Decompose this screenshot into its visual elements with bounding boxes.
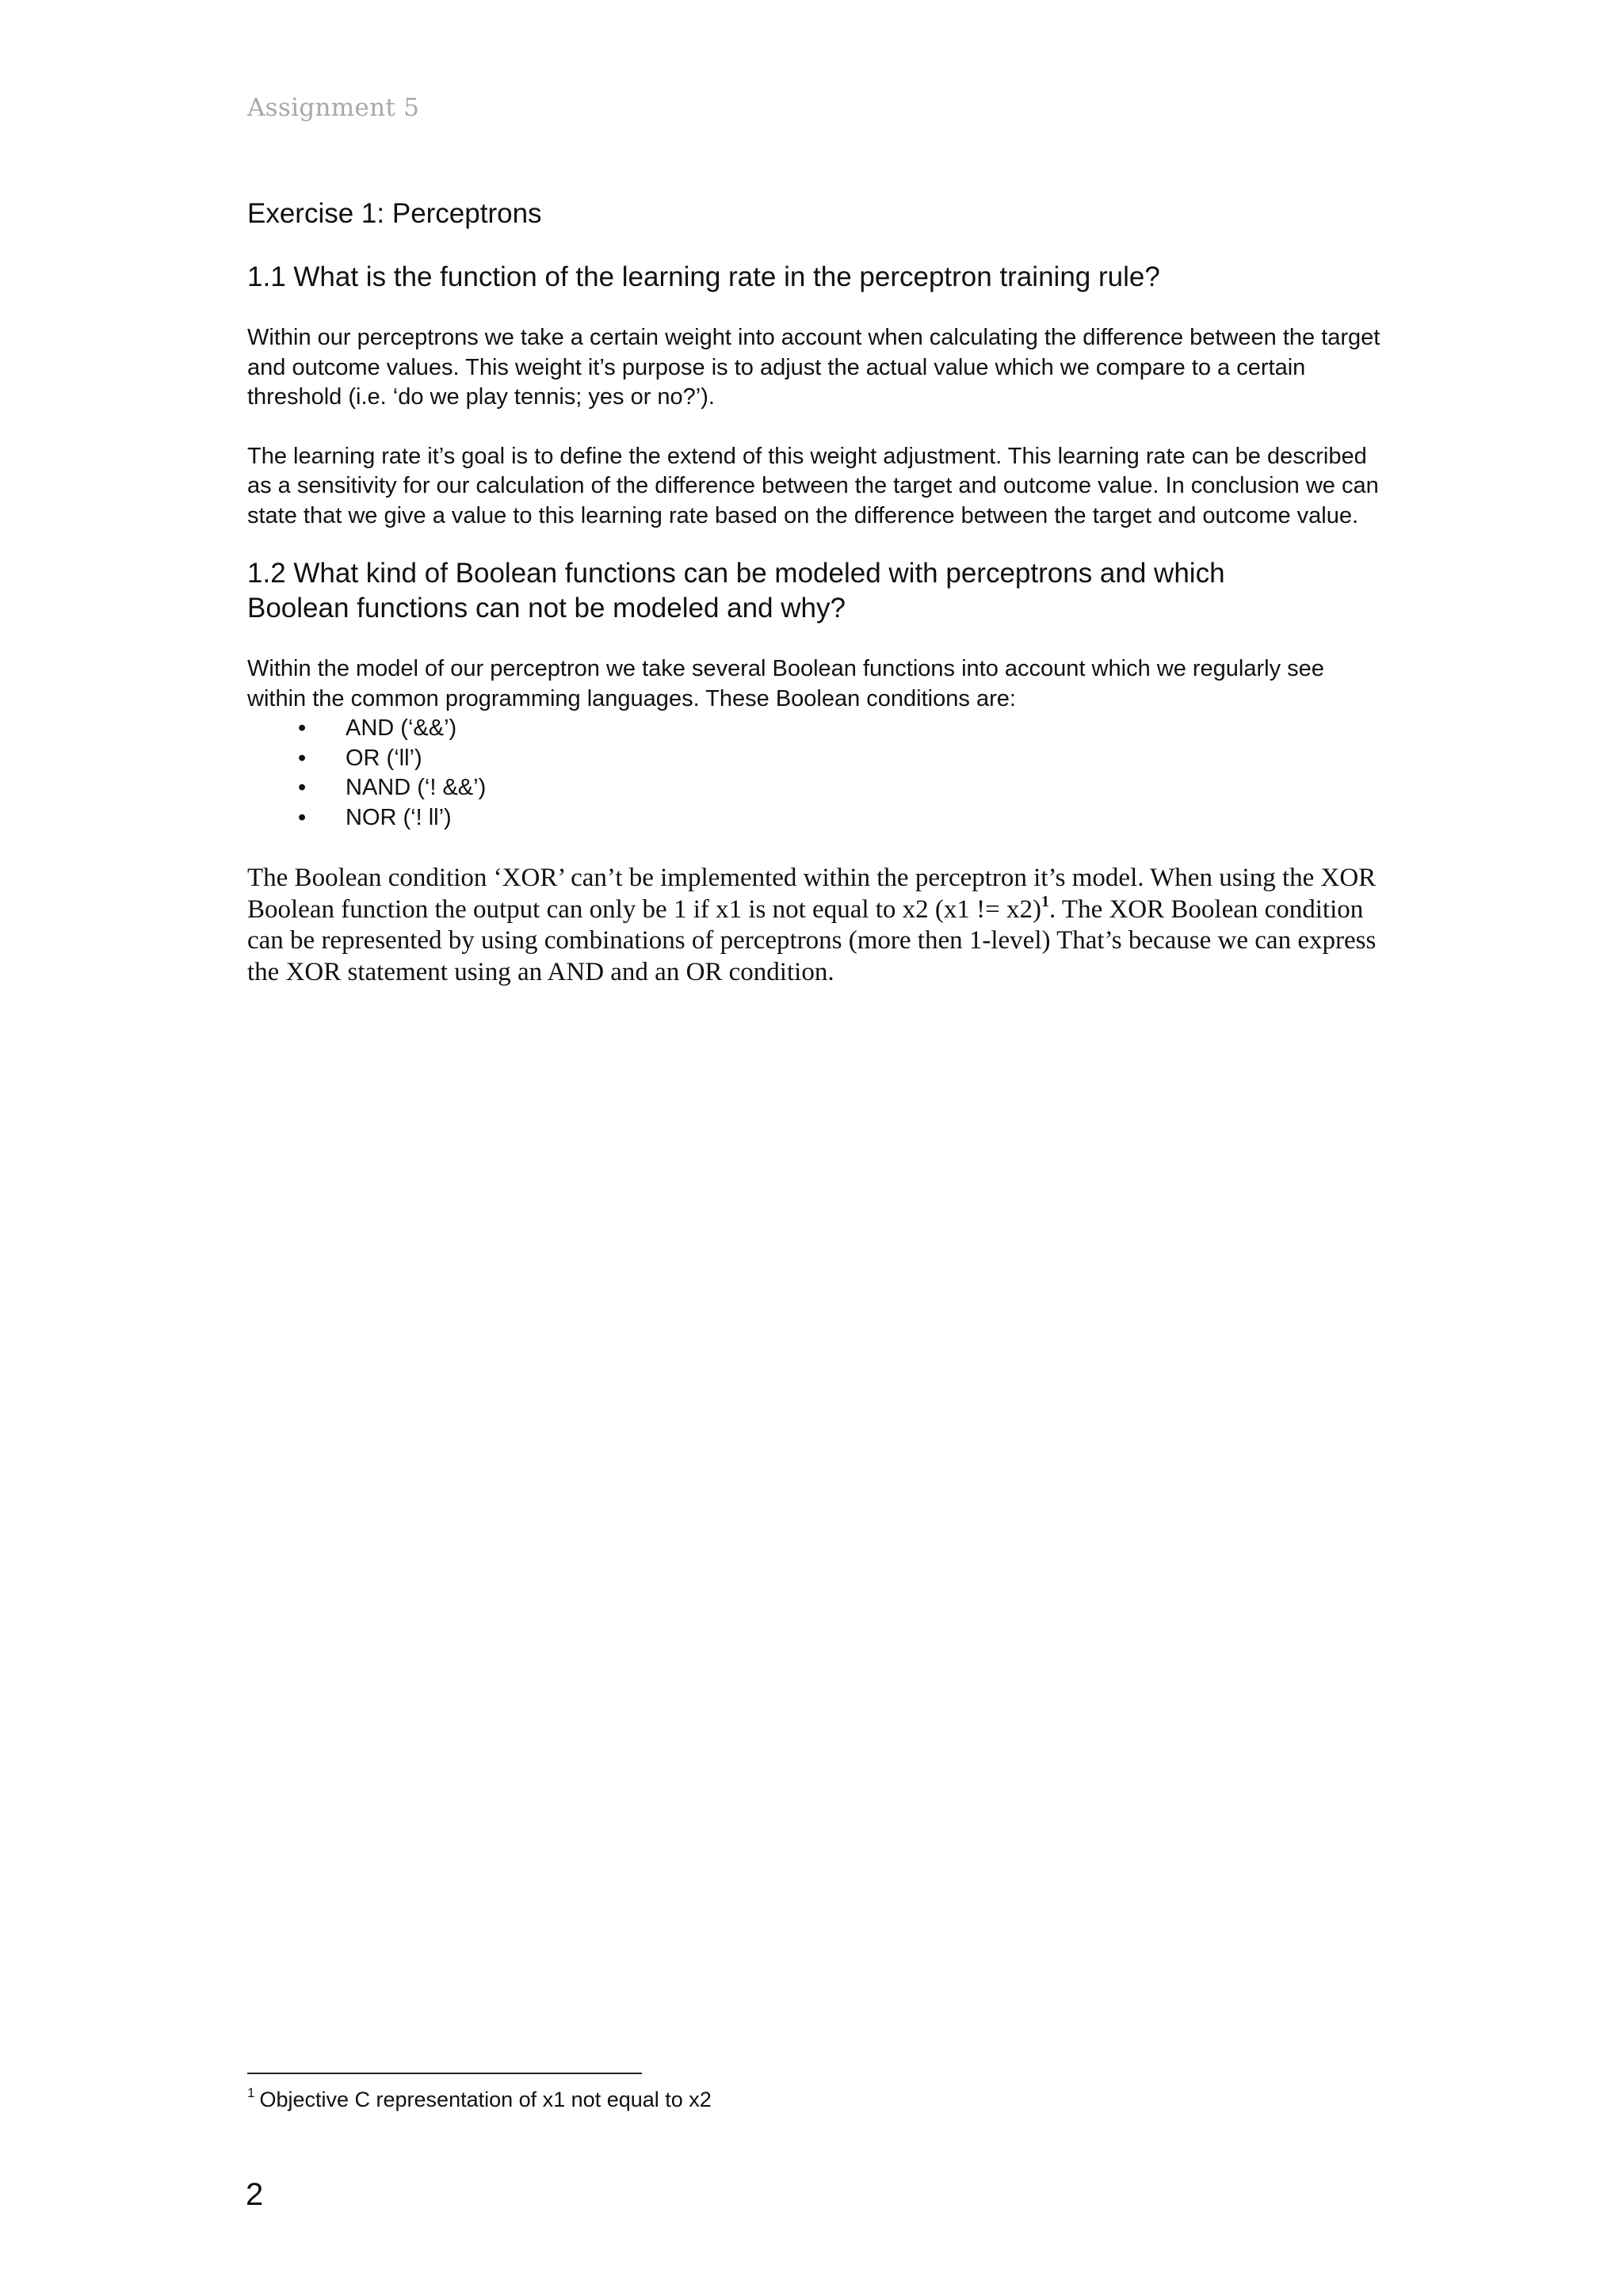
bullet-icon: • — [298, 775, 307, 800]
page-number: 2 — [246, 2177, 264, 2212]
list-item-text: NOR (‘! ll’) — [346, 804, 452, 830]
answer-1-2-intro: Within the model of our perceptron we take several Boolean functions into account which we regularly see within the common programming languages. These Boolean conditions are: — [247, 656, 1324, 711]
question-1-2-line-2: Boolean functions can not be modeled and why? — [247, 593, 846, 624]
answer-1-1-paragraph-1: Within our perceptrons we take a certain weight into account when calculating the difference between the target and outcome values. This weight it’s purpose is to adjust the actual value which we compare to a certain threshold (i.e. ‘do we play tennis; yes or no?’). — [247, 325, 1381, 410]
question-1-2-line-1: 1.2 What kind of Boolean functions can be modeled with perceptrons and which — [247, 558, 1225, 589]
footnote-text: Objective C representation of x1 not equal to x2 — [259, 2088, 712, 2111]
footnote-reference: 1 — [1041, 892, 1050, 910]
boolean-conditions-list — [247, 714, 1388, 833]
xor-text-after: . The XOR Boolean condition can be represented by using combinations of perceptrons (more then 1-level) That’s because we can express the XOR statement using an AND and an OR condition. — [247, 894, 1377, 986]
list-item — [247, 803, 1388, 833]
list-item-text: NAND (‘! &&’) — [346, 775, 487, 800]
question-1-2 — [247, 556, 1388, 626]
bullet-icon: • — [298, 804, 307, 830]
running-header: Assignment 5 — [247, 93, 420, 122]
exercise-title: Exercise 1: Perceptrons — [247, 198, 542, 229]
bullet-icon: • — [298, 715, 307, 741]
list-item-text: OR (‘ll’) — [346, 745, 422, 771]
list-item — [247, 714, 1388, 744]
footnote-separator — [247, 2073, 642, 2074]
xor-text-before: The Boolean condition ‘XOR’ can’t be implemented within the perceptron it’s model. When using the XOR Boolean function the output can only be 1 if x1 is not equal to x2 (x1 != x2) — [247, 864, 1377, 924]
question-1-1: 1.1 What is the function of the learning rate in the perceptron training rule? — [247, 261, 1160, 292]
list-item — [247, 744, 1388, 774]
xor-paragraph — [247, 863, 1388, 988]
list-item-text: AND (‘&&’) — [346, 715, 457, 741]
list-item — [247, 773, 1388, 803]
page-body — [247, 196, 1388, 988]
footnote — [247, 2086, 712, 2113]
answer-1-1-paragraph-2: The learning rate it’s goal is to define the extend of this weight adjustment. This learning rate can be described as a sensitivity for our calculation of the difference between the target and outcome value. In conclusion we can state that we give a value to this learning rate based on the difference between the target and outcome value. — [247, 443, 1379, 528]
bullet-icon: • — [298, 745, 307, 771]
footnote-number: 1 — [247, 2085, 255, 2100]
